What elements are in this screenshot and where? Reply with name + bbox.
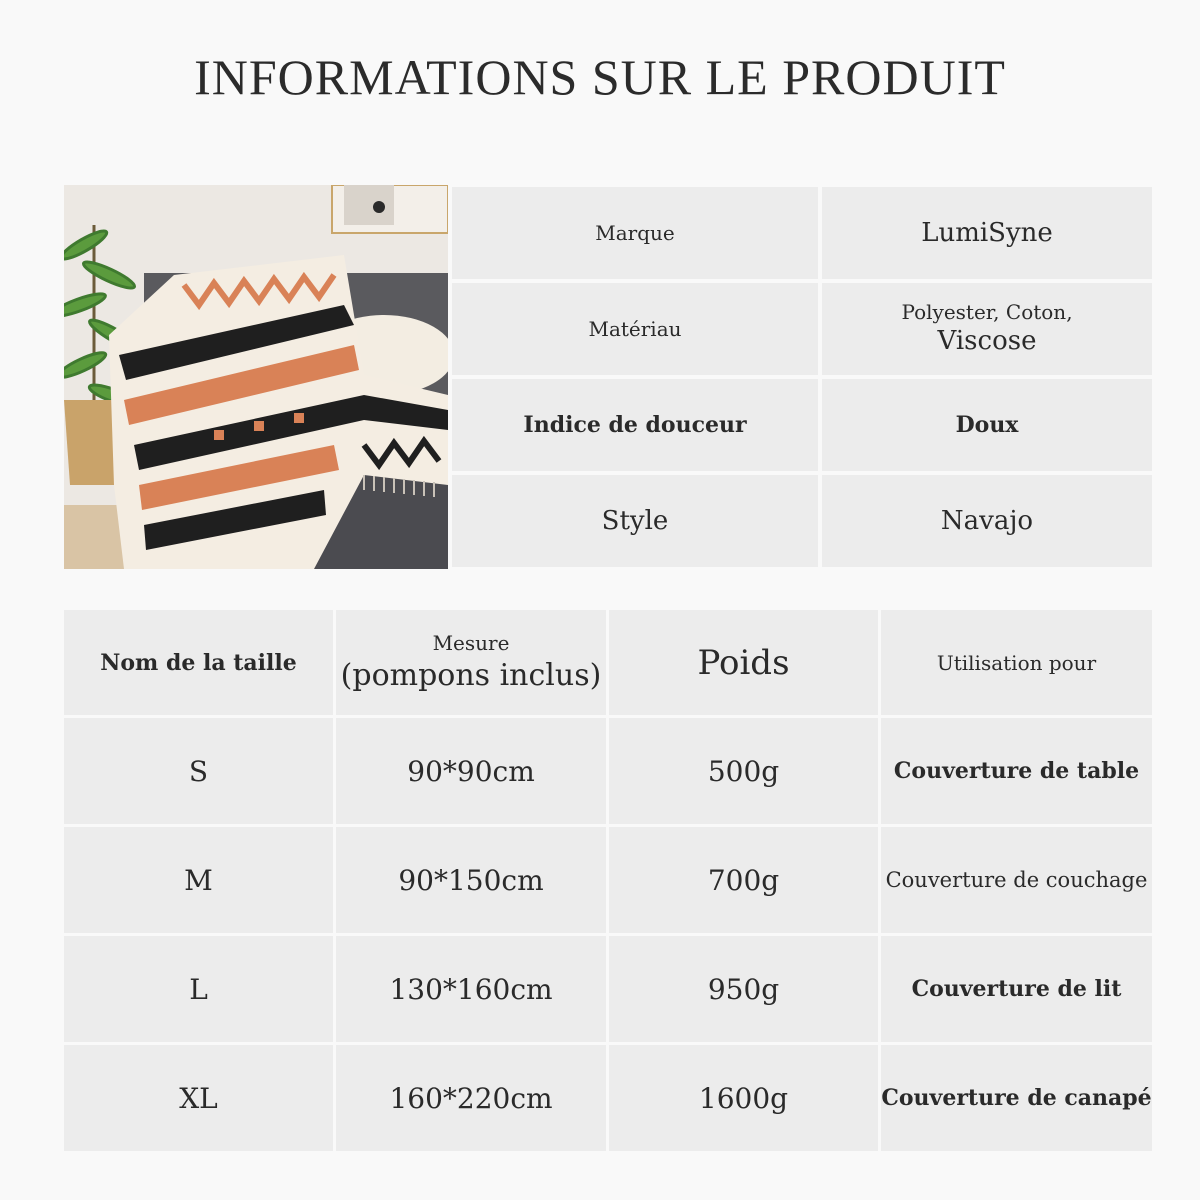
- softness-value: Doux: [822, 379, 1152, 471]
- usage-cell: Couverture de couchage: [881, 827, 1152, 933]
- product-info-table: [452, 187, 1152, 571]
- table-row: [64, 827, 1152, 933]
- measure-cell: 90*90cm: [336, 718, 606, 824]
- weight-cell: 950g: [609, 936, 878, 1042]
- measure-cell: 130*160cm: [336, 936, 606, 1042]
- info-row-softness: [452, 379, 1152, 471]
- weight-cell: 700g: [609, 827, 878, 933]
- header-weight: Poids: [609, 610, 878, 715]
- info-row-material: [452, 283, 1152, 375]
- header-measure-line1: Mesure: [432, 631, 510, 655]
- size-table-header: [64, 610, 1152, 715]
- weight-cell: 500g: [609, 718, 878, 824]
- table-row: [64, 936, 1152, 1042]
- size-table: [64, 610, 1152, 1154]
- material-value: [822, 283, 1152, 375]
- info-row-style: [452, 475, 1152, 567]
- size-cell: S: [64, 718, 333, 824]
- measure-cell: 160*220cm: [336, 1045, 606, 1151]
- table-row: [64, 718, 1152, 824]
- table-row: [64, 1045, 1152, 1151]
- header-size-name: Nom de la taille: [64, 610, 333, 715]
- usage-cell: Couverture de table: [881, 718, 1152, 824]
- size-cell: M: [64, 827, 333, 933]
- product-photo: [64, 185, 448, 569]
- measure-cell: 90*150cm: [336, 827, 606, 933]
- header-usage: Utilisation pour: [881, 610, 1152, 715]
- page-title: INFORMATIONS SUR LE PRODUIT: [194, 49, 1006, 105]
- size-cell: XL: [64, 1045, 333, 1151]
- material-label: Matériau: [452, 283, 818, 375]
- size-cell: L: [64, 936, 333, 1042]
- weight-cell: 1600g: [609, 1045, 878, 1151]
- material-value-line1: Polyester, Coton,: [901, 300, 1073, 325]
- brand-value: LumiSyne: [822, 187, 1152, 279]
- usage-cell: Couverture de canapé: [881, 1045, 1152, 1151]
- usage-cell: Couverture de lit: [881, 936, 1152, 1042]
- info-row-brand: [452, 187, 1152, 279]
- material-value-line2: Viscose: [937, 326, 1037, 357]
- header-measure: [336, 610, 606, 715]
- header-measure-line2: (pompons inclus): [340, 658, 602, 693]
- style-value: Navajo: [822, 475, 1152, 567]
- style-label: Style: [452, 475, 818, 567]
- brand-label: Marque: [452, 187, 818, 279]
- softness-label: Indice de douceur: [452, 379, 818, 471]
